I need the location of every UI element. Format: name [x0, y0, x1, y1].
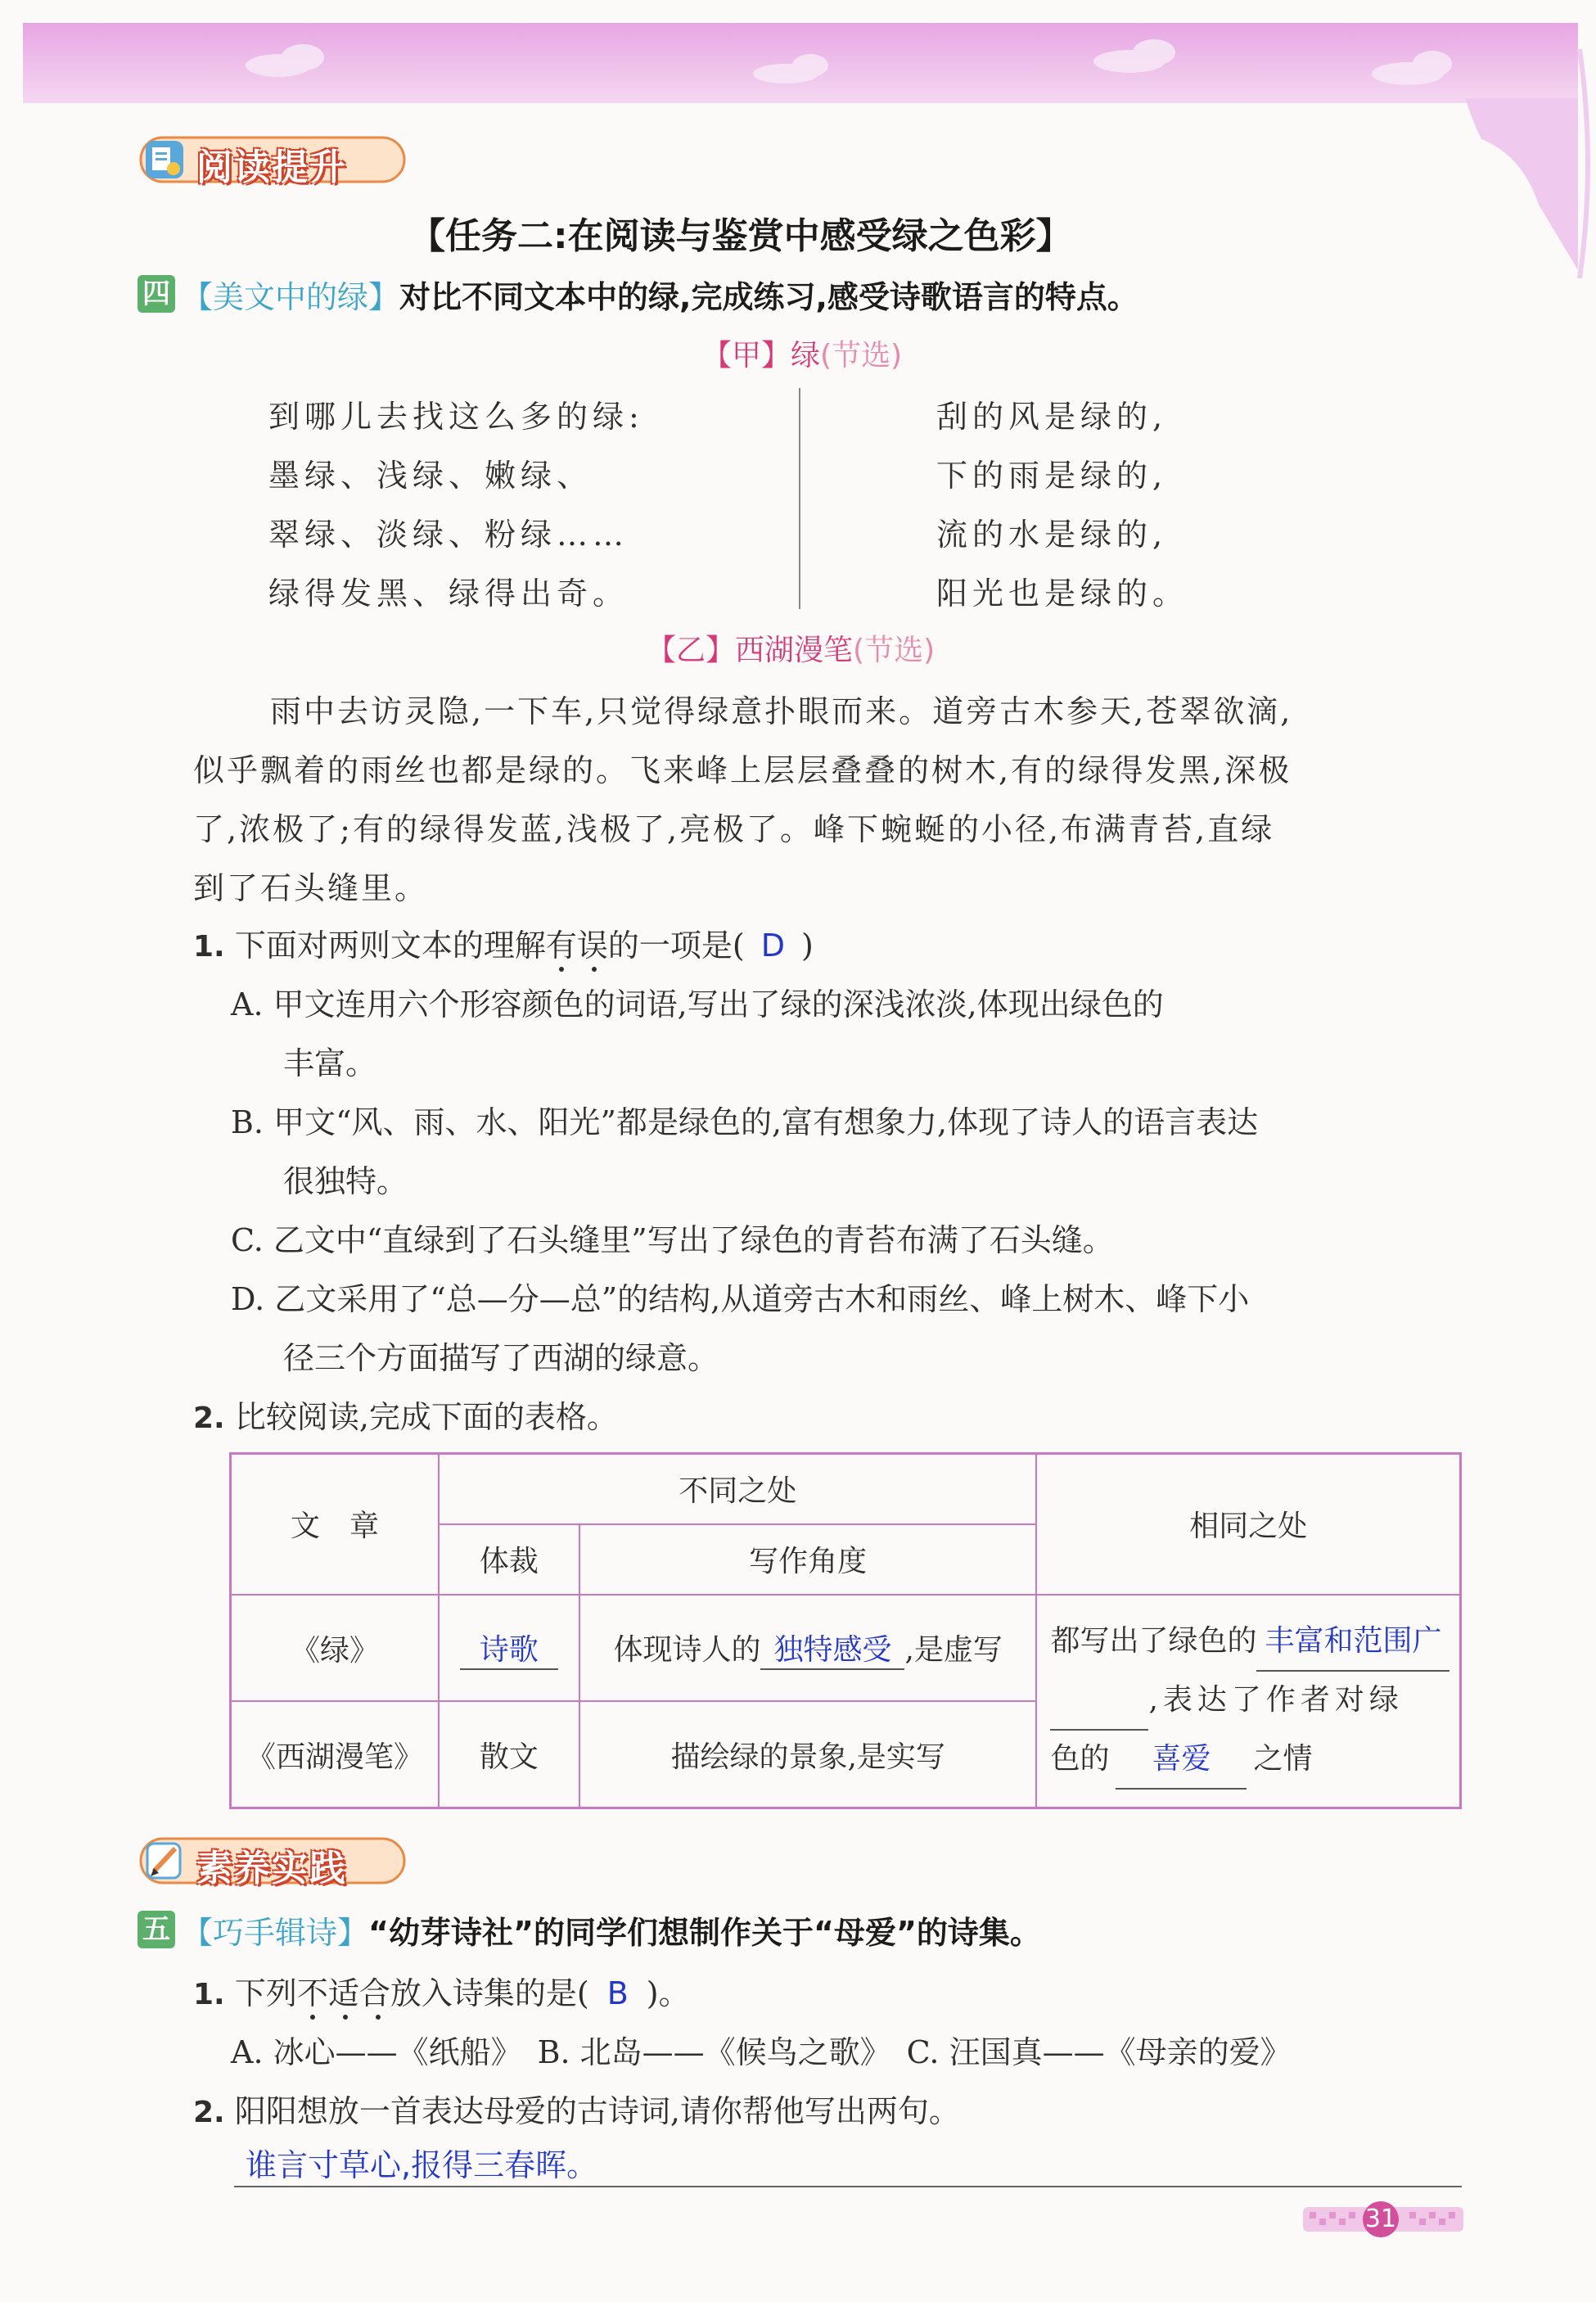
poem-b-name: 西湖漫笔 — [735, 634, 854, 667]
row1-angle-after: ,是虚写 — [904, 1632, 1003, 1667]
header-genre: 体裁 — [439, 1524, 579, 1595]
q4-sub1-text-after: 的一项是( — [607, 928, 745, 964]
q4-sub2-stem — [193, 1392, 618, 1437]
header-angle: 写作角度 — [579, 1524, 1037, 1595]
poem-a-right-line-2: 下的雨是绿的, — [936, 458, 1168, 494]
q4-sub1-close: ) — [800, 928, 814, 964]
header-same: 相同之处 — [1036, 1454, 1460, 1595]
page-number: 31 — [1363, 2201, 1399, 2237]
q4-option-d-cont: 径三个方面描写了西湖的绿意。 — [283, 1340, 719, 1376]
q5-sub1-text-after: 放入诗集的是( — [390, 1975, 589, 2011]
passage-b-line-3: 了,浓极了;有的绿得发蓝,浅极了,亮极了。峰下蜿蜒的小径,布满青苔,直绿 — [193, 811, 1275, 847]
row1-angle-answer: 独特感受 — [760, 1627, 904, 1670]
q4-option-b-cont: 很独特。 — [283, 1163, 408, 1199]
answer-line — [234, 2186, 1462, 2187]
question-5-text: “幼芽诗社”的同学们想制作关于“母爱”的诗集。 — [368, 1915, 1041, 1951]
q4-sub1-answer: D — [760, 928, 785, 964]
poem-a-note: (节选) — [820, 339, 903, 372]
poem-a-right-line-4: 阳光也是绿的。 — [936, 576, 1189, 612]
badge-reading-text: 阅读提升 — [196, 147, 347, 188]
question-4-tag: 【美文中的绿】 — [182, 279, 400, 315]
q4-sub1-stem — [193, 920, 814, 965]
q5-sub2-text: 阳阳想放一首表达母爱的古诗词,请你帮他写出两句。 — [234, 2093, 960, 2129]
q5-sub1-emphasis: 不适合 — [297, 1975, 390, 2011]
row2-genre: 散文 — [439, 1701, 579, 1808]
question-4-text: 对比不同文本中的绿,完成练习,感受诗歌语言的特点。 — [399, 279, 1138, 315]
q4-sub1-emphasis: 有误 — [546, 928, 608, 964]
poem-a-name: 绿 — [791, 339, 821, 372]
row1-angle — [579, 1595, 1037, 1701]
q5-sub1-text-before: 下列 — [234, 1975, 297, 2011]
question-5-heading — [182, 1907, 1041, 1952]
poem-a-title — [702, 332, 902, 374]
q4-option-d: D. 乙文采用了“总—分—总”的结构,从道旁古木和雨丝、峰上树木、峰下小 — [231, 1281, 1250, 1317]
same-text-2: ,表达了作者对绿 — [1148, 1682, 1404, 1717]
badge-practice-text: 素养实践 — [196, 1848, 347, 1889]
row2-angle: 描绘绿的景象,是实写 — [579, 1701, 1037, 1808]
q4-sub1-num: 1. — [193, 930, 225, 964]
passage-b-line-4: 到了石头缝里。 — [193, 870, 429, 906]
row1-genre-answer: 诗歌 — [460, 1627, 558, 1670]
passage-b-line-2: 似乎飘着的雨丝也都是绿的。飞来峰上层层叠叠的树木,有的绿得发黑,深极 — [193, 752, 1292, 788]
poem-divider — [799, 388, 800, 609]
q4-option-a: A. 甲文连用六个形容颜色的词语,写出了绿的深浅浓淡,体现出绿色的 — [231, 986, 1164, 1022]
header-article: 文 章 — [231, 1454, 439, 1595]
poem-a-left-line-1: 到哪儿去找这么多的绿: — [268, 399, 644, 435]
q4-option-c: C. 乙文中“直绿到了石头缝里”写出了绿色的青苔布满了石头缝。 — [231, 1222, 1114, 1258]
row2-article: 《西湖漫笔》 — [231, 1701, 439, 1808]
same-answer-1: 丰富和范围广 — [1256, 1613, 1449, 1672]
section-badge-reading — [138, 133, 408, 187]
q5-sub2-stem — [193, 2086, 960, 2131]
poem-b-title — [647, 627, 935, 669]
q5-sub2-num: 2. — [193, 2096, 225, 2129]
same-answer-2: 喜爱 — [1116, 1731, 1247, 1790]
same-blank-line — [1050, 1672, 1148, 1731]
question-number-4: 四 — [138, 275, 175, 313]
q5-sub2-answer: 谁言寸草心,报得三春晖。 — [246, 2147, 598, 2183]
poem-a-right-line-3: 流的水是绿的, — [936, 517, 1168, 553]
poem-a-mark: 【甲】 — [702, 339, 791, 372]
q5-sub1-num: 1. — [193, 1978, 225, 2011]
question-5-tag: 【巧手辑诗】 — [182, 1915, 369, 1951]
q4-sub2-num: 2. — [193, 1402, 225, 1435]
poem-b-mark: 【乙】 — [647, 634, 736, 667]
same-cell — [1036, 1595, 1460, 1808]
task-title: 【任务二:在阅读与鉴赏中感受绿之色彩】 — [409, 215, 1072, 257]
header-diff: 不同之处 — [439, 1454, 1037, 1524]
q5-sub1-answer: B — [606, 1975, 629, 2011]
q5-sub1-options: A. 冰心——《纸船》 B. 北岛——《候鸟之歌》 C. 汪国真——《母亲的爱》 — [231, 2034, 1292, 2070]
q5-sub1-close: )。 — [646, 1975, 690, 2011]
same-text-4: 之情 — [1253, 1741, 1313, 1776]
poem-a-right-line-1: 刮的风是绿的, — [936, 399, 1168, 435]
question-number-5: 五 — [138, 1911, 175, 1948]
comparison-table — [229, 1452, 1462, 1809]
q4-option-b: B. 甲文“风、雨、水、阳光”都是绿色的,富有想象力,体现了诗人的语言表达 — [231, 1104, 1259, 1140]
row1-genre — [439, 1595, 579, 1701]
poem-a-left-line-4: 绿得发黑、绿得出奇。 — [268, 576, 629, 612]
poem-a-left-line-3: 翠绿、淡绿、粉绿…… — [268, 517, 629, 553]
q4-sub2-text: 比较阅读,完成下面的表格。 — [234, 1399, 618, 1435]
row1-angle-before: 体现诗人的 — [613, 1632, 761, 1667]
q4-option-a-cont: 丰富。 — [283, 1045, 377, 1081]
question-4-heading — [182, 272, 1138, 317]
section-badge-practice — [138, 1834, 408, 1888]
same-text-1: 都写出了绿色的 — [1050, 1623, 1257, 1658]
q5-sub1-stem — [193, 1968, 690, 2013]
row1-article: 《绿》 — [231, 1595, 439, 1701]
passage-b-line-1: 雨中去访灵隐,一下车,只觉得绿意扑眼而来。道旁古木参天,苍翠欲滴, — [270, 693, 1293, 729]
same-text-3: 色的 — [1050, 1741, 1110, 1776]
poem-a-left-line-2: 墨绿、浅绿、嫩绿、 — [268, 458, 593, 494]
q4-sub1-text-before: 下面对两则文本的理解 — [234, 928, 546, 964]
poem-b-note: (节选) — [853, 634, 936, 667]
